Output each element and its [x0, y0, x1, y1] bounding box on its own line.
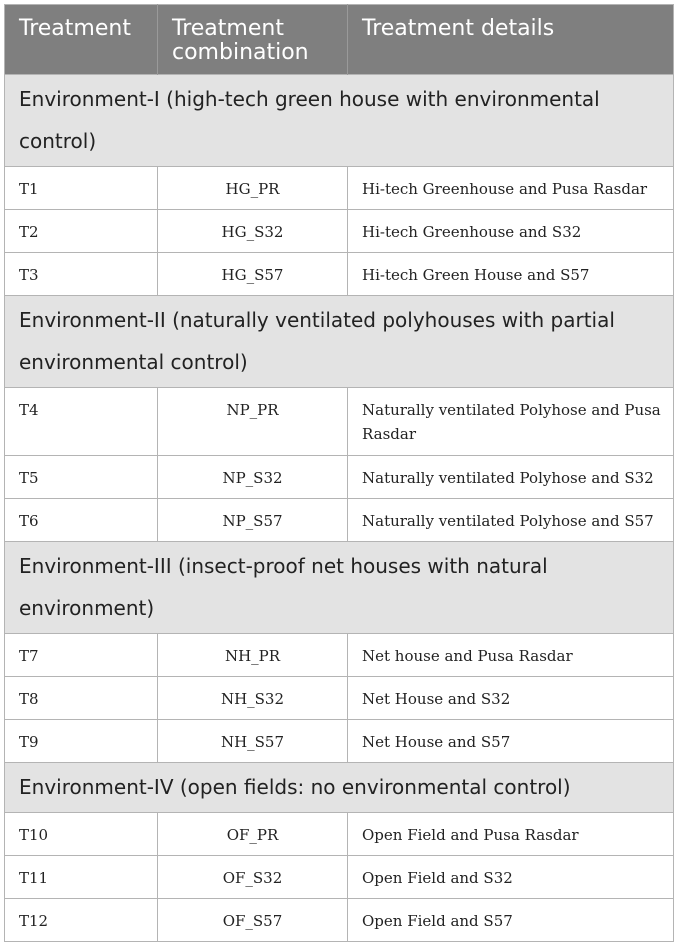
header-treatment: Treatment	[5, 5, 158, 75]
combination-cell: NH_S32	[158, 677, 348, 720]
details-cell: Naturally ventilated Polyhose and S32	[348, 456, 674, 499]
table-row	[5, 677, 674, 720]
table-row	[5, 813, 674, 856]
details-cell: Hi-tech Greenhouse and Pusa Rasdar	[348, 167, 674, 210]
combination-cell: HG_PR	[158, 167, 348, 210]
header-treatment-combination	[158, 5, 348, 75]
combination-cell: NP_S57	[158, 499, 348, 542]
header-combination-line2: combination	[172, 40, 309, 65]
table-row	[5, 899, 674, 942]
table-row	[5, 210, 674, 253]
details-cell: Naturally ventilated Polyhose and S57	[348, 499, 674, 542]
group-heading-row	[5, 296, 674, 388]
group-heading-row	[5, 542, 674, 634]
combination-cell: NH_PR	[158, 634, 348, 677]
group-heading-row	[5, 75, 674, 167]
combination-cell: NH_S57	[158, 720, 348, 763]
treatment-table	[4, 4, 674, 942]
details-cell: Open Field and S32	[348, 856, 674, 899]
details-cell: Net house and Pusa Rasdar	[348, 634, 674, 677]
combination-cell: NP_S32	[158, 456, 348, 499]
group-title: Environment-I (high-tech green house with environmental control)	[5, 75, 674, 167]
header-treatment-details: Treatment details	[348, 5, 674, 75]
details-cell: Naturally ventilated Polyhose and Pusa Rasdar	[348, 388, 674, 456]
table-row	[5, 856, 674, 899]
treatment-cell: T9	[5, 720, 158, 763]
treatment-cell: T11	[5, 856, 158, 899]
table-header-row	[5, 5, 674, 75]
table-row	[5, 720, 674, 763]
table-row	[5, 167, 674, 210]
treatment-cell: T8	[5, 677, 158, 720]
treatment-cell: T10	[5, 813, 158, 856]
treatment-cell: T2	[5, 210, 158, 253]
combination-cell: OF_S32	[158, 856, 348, 899]
details-cell: Net House and S57	[348, 720, 674, 763]
combination-cell: HG_S32	[158, 210, 348, 253]
combination-cell: OF_PR	[158, 813, 348, 856]
table-row	[5, 388, 674, 456]
group-title: Environment-III (insect-proof net houses with natural environment)	[5, 542, 674, 634]
treatment-cell: T12	[5, 899, 158, 942]
group-title: Environment-II (naturally ventilated polyhouses with partial environmental control)	[5, 296, 674, 388]
details-cell: Net House and S32	[348, 677, 674, 720]
treatment-cell: T5	[5, 456, 158, 499]
combination-cell: HG_S57	[158, 253, 348, 296]
table-row	[5, 456, 674, 499]
details-cell: Hi-tech Green House and S57	[348, 253, 674, 296]
table-row	[5, 499, 674, 542]
treatment-cell: T6	[5, 499, 158, 542]
details-cell: Hi-tech Greenhouse and S32	[348, 210, 674, 253]
group-title: Environment-IV (open fields: no environmental control)	[5, 763, 674, 813]
table-row	[5, 253, 674, 296]
details-cell: Open Field and Pusa Rasdar	[348, 813, 674, 856]
treatment-cell: T3	[5, 253, 158, 296]
table-row	[5, 634, 674, 677]
details-cell: Open Field and S57	[348, 899, 674, 942]
header-combination-line1: Treatment	[172, 16, 284, 41]
combination-cell: NP_PR	[158, 388, 348, 456]
treatment-cell: T4	[5, 388, 158, 456]
group-heading-row	[5, 763, 674, 813]
treatment-cell: T7	[5, 634, 158, 677]
treatment-cell: T1	[5, 167, 158, 210]
combination-cell: OF_S57	[158, 899, 348, 942]
